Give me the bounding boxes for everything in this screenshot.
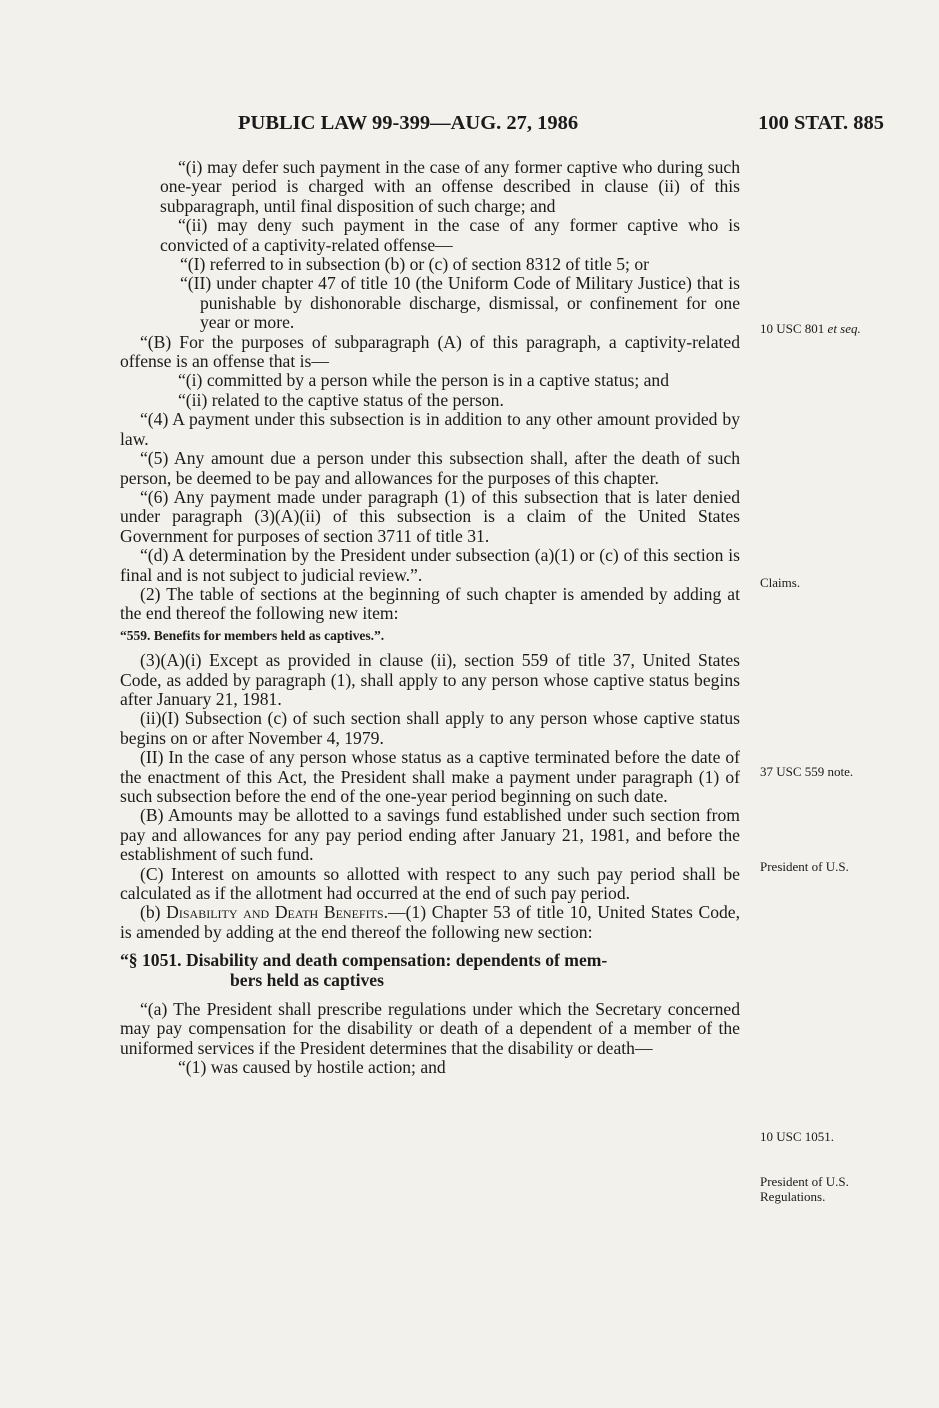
paragraph-subclause-I: “(I) referred to in subsection (b) or (c) of section 8312 of title 5; or	[180, 254, 650, 275]
paragraph-B-savings: (B) Amounts may be allotted to a savings fund established under such section from pay and allowances for any pay period ending after January 21, 1981, and before the establishment of such fund.	[120, 805, 740, 865]
paragraph-3-A-i: (3)(A)(i) Except as provided in clause (ii), section 559 of title 37, United States Code, as added by paragraph (1), shall apply to any person whose captive status begins after January 21, 1981.	[120, 650, 740, 709]
header-statute-page: 100 STAT. 885	[758, 112, 884, 134]
paragraph-B-clause-ii: “(ii) related to the captive status of the person.	[178, 389, 504, 410]
section-heading-line1: “§ 1051. Disability and death compensation: dependents of mem-	[120, 950, 608, 971]
header-law-citation: PUBLIC LAW 99-399—AUG. 27, 1986	[238, 112, 579, 134]
paragraph-II: (II) In the case of any person whose status as a captive terminated before the date of the enactment of this Act, the President shall make a payment under paragraph (1) of such subsection before the end of the one-year period beginning on such date.	[120, 747, 740, 806]
paragraph-clause-i-defer: “(i) may defer such payment in the case of any former captive who during such one-year period is charged with an offense described in clause (ii) of this subparagraph, until final disposition of such charge; and	[160, 157, 740, 216]
paragraph-table-amendment: (2) The table of sections at the beginning of such chapter is amended by adding at the end thereof the following new item:	[120, 583, 740, 624]
margin-note-usc-1051: 10 USC 1051.	[760, 1129, 835, 1144]
paragraph-b-disability	[120, 903, 740, 942]
new-table-item: “559. Benefits for members held as captives.”.	[120, 627, 385, 643]
paragraph-ii-I: (ii)(I) Subsection (c) of such section shall apply to any person whose captive status begins on or after November 4, 1979.	[120, 708, 740, 748]
margin-note-usc-801	[760, 321, 935, 336]
margin-note-regulations: Regulations.	[760, 1189, 826, 1204]
paragraph-b-text: .—(1) Chapter 53 of title 10, United States Code, is amended by adding at the end thereof the following new section:	[120, 902, 740, 942]
page-header	[120, 112, 884, 142]
paragraph-b-prefix: (b)	[140, 902, 167, 923]
margin-note-claims: Claims.	[760, 575, 801, 590]
margin-note-et-seq: et seq.	[827, 321, 861, 336]
page-body	[120, 158, 740, 1078]
paragraph-subclause-II: “(II) under chapter 47 of title 10 (the Uniform Code of Military Justice) that is punishable by dishonorable discharge, dismissal, or confinement for one year or more.	[180, 273, 740, 333]
paragraph-5: “(5) Any amount due a person under this subsection shall, after the death of such person, be deemed to be pay and allowances for the purposes of this chapter.	[120, 448, 740, 488]
section-heading-line2: bers held as captives	[230, 969, 384, 990]
paragraph-B-clause-i: “(i) committed by a person while the person is in a captive status; and	[178, 370, 670, 391]
margin-note-president-regulations	[760, 1174, 935, 1204]
paragraph-d: “(d) A determination by the President under subsection (a)(1) or (c) of this section is final and is not subject to judicial review.”.	[120, 545, 740, 585]
paragraph-subpara-B: “(B) For the purposes of subparagraph (A) of this paragraph, a captivity-related offense is an offense that is—	[120, 331, 740, 372]
margin-note-president-2: President of U.S.	[760, 1174, 849, 1189]
section-heading	[120, 951, 740, 990]
paragraph-C-interest: (C) Interest on amounts so allotted with respect to any such pay period shall be calculated as if the allotment had occurred at the end of such pay period.	[120, 863, 740, 904]
margin-note-usc-559: 37 USC 559 note.	[760, 764, 854, 779]
paragraph-clause-ii-deny: “(ii) may deny such payment in the case of any former captive who is convicted of a captivity-related offense—	[160, 215, 740, 255]
paragraph-1051-a: “(a) The President shall prescribe regulations under which the Secretary concerned may pay compensation for the disability or death of a dependent of a member of the uniformed services if the President determines that the disability or death—	[120, 999, 740, 1058]
margin-note-president: President of U.S.	[760, 859, 849, 874]
paragraph-4: “(4) A payment under this subsection is in addition to any other amount provided by law.	[120, 409, 740, 449]
paragraph-6: “(6) Any payment made under paragraph (1) of this subsection that is later denied under paragraph (3)(A)(ii) of this subsection is a claim of the United States Government for purposes of section 3711 of title 31.	[120, 486, 740, 546]
paragraph-1051-a-1: “(1) was caused by hostile action; and	[178, 1057, 446, 1078]
margin-note-usc-801-text: 10 USC 801	[760, 321, 828, 336]
subsection-heading: Disability and Death Benefits	[166, 902, 384, 923]
